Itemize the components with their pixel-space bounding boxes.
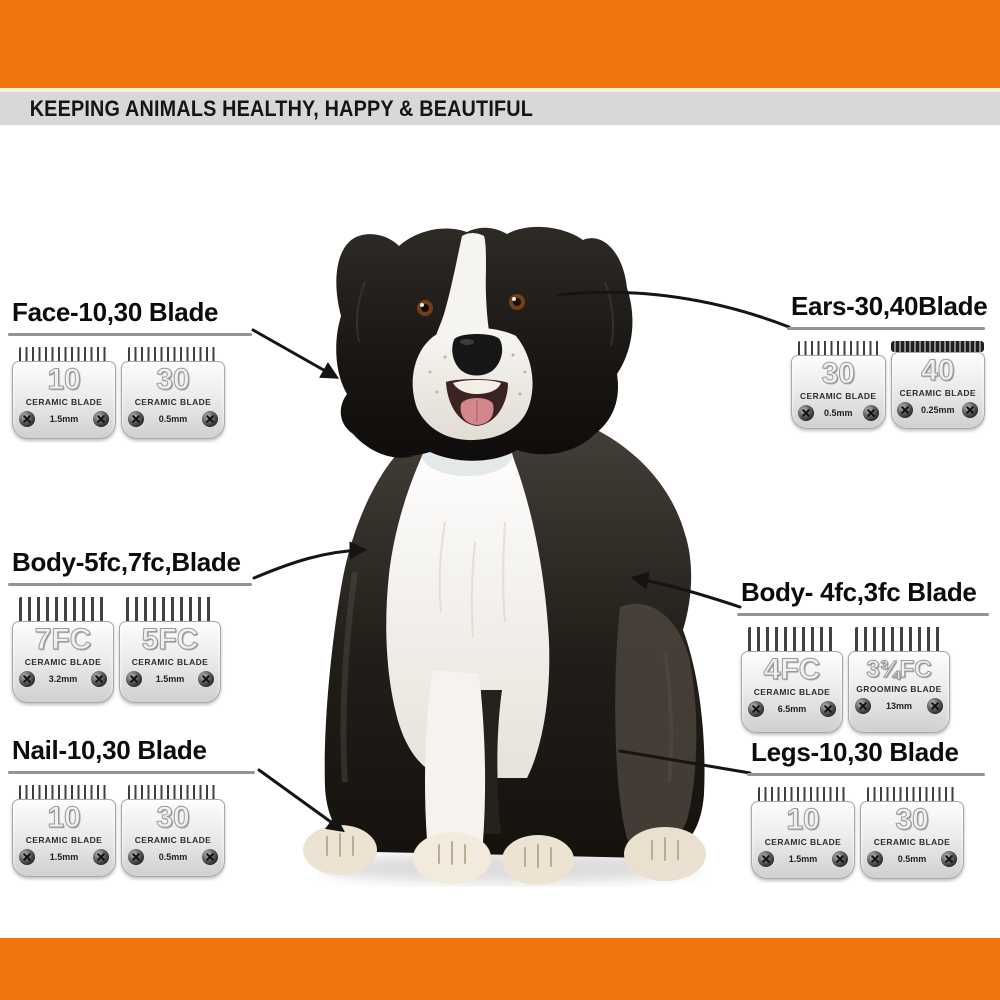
blade-legs-30 [860,787,964,879]
blade-ears-30 [791,341,886,429]
dog-mouth [446,379,508,426]
label-underline [747,773,985,776]
group-label: Body- 4fc,3fc Blade [741,577,977,607]
screw-icon [962,402,978,418]
top-orange-border [0,0,1000,88]
label-underline [8,583,252,586]
arrow-body-left [254,550,364,578]
blade-cut-length: 1.5mm [155,673,185,684]
blade-teeth [748,627,836,651]
blade-type-label: CERAMIC BLADE [873,836,951,847]
blade-size: 3¾FC [866,655,932,683]
blade-face-10 [12,347,116,439]
bottom-orange-border [0,938,1000,1000]
blade-size: 30 [156,362,190,396]
arrow-body-right [634,578,740,607]
blade-teeth [19,597,107,621]
screw-icon [863,405,879,421]
screw-icon [867,851,883,867]
screw-icon [941,851,957,867]
blade-teeth [19,347,108,361]
group-ears [787,291,988,429]
dog-tongue [461,398,494,425]
screw-icon [198,671,214,687]
blade-type-label: CERAMIC BLADE [25,396,103,407]
blade-nail-30 [121,785,225,877]
screw-icon [128,411,144,427]
blade-size: 7FC [34,622,92,656]
blade-teeth [19,785,108,799]
blade-nail-10 [12,785,116,877]
blade-legs-10 [751,787,855,879]
screw-icon [758,851,774,867]
screw-icon [93,849,109,865]
screw-icon [897,402,913,418]
screw-icon [798,405,814,421]
blade-teeth [128,347,217,361]
blade-body-5fc [119,597,221,703]
dog-shadow [320,853,700,883]
blade-cut-length: 1.5mm [49,413,79,424]
blade-type-label: CERAMIC BLADE [764,836,842,847]
dog-paw [413,832,491,884]
blade-teeth [758,787,847,801]
blade-type-label: CERAMIC BLADE [24,656,102,667]
screw-icon [832,851,848,867]
blade-face-30 [121,347,225,439]
blade-cut-length: 1.5mm [788,853,818,864]
screw-icon [91,671,107,687]
blade-cut-length: 0.5mm [823,407,853,418]
dog-paw [303,825,377,875]
dog-blaze [434,233,491,349]
screw-icon [19,849,35,865]
label-underline [787,327,985,330]
screw-icon [19,671,35,687]
dog-teeth [453,380,501,394]
dog-head [336,227,632,461]
blade-size: 10 [786,802,820,836]
screw-icon [855,698,871,714]
blade-teeth [867,787,956,801]
dog-nose [452,334,502,376]
blade-type-label: CERAMIC BLADE [899,387,976,398]
label-underline [8,333,252,336]
dog-body [325,411,705,858]
brand-banner [0,92,1000,125]
blade-teeth [798,341,879,355]
blade-size: 30 [156,800,190,834]
blade-size: 5FC [141,622,199,656]
blade-type-label: CERAMIC BLADE [25,834,103,845]
screw-icon [927,698,943,714]
screw-icon [128,849,144,865]
blade-cut-length: 13mm [885,700,912,711]
group-label: Face-10,30 Blade [12,297,219,327]
screw-icon [202,849,218,865]
arrow-ears [558,292,789,327]
group-body-left [8,548,252,703]
arrow-face [253,330,336,377]
dog-leg-gap [476,690,502,834]
dog-paw [624,827,706,881]
blade-type-label: CERAMIC BLADE [134,396,212,407]
blade-body-7fc [12,597,114,703]
blade-type-label: GROOMING BLADE [856,683,942,694]
blade-size: 30 [895,802,929,836]
blade-teeth [126,597,214,621]
blade-body-4fc [741,627,843,733]
group-label: Nail-10,30 Blade [12,735,207,765]
blade-type-label: CERAMIC BLADE [799,390,877,401]
dog-hind-leg [615,604,696,848]
blade-cut-length: 0.5mm [158,851,188,862]
screw-icon [202,411,218,427]
group-nail [8,736,255,877]
group-label: Ears-30,40Blade [791,291,988,321]
label-underline [8,771,255,774]
screw-icon [748,701,764,717]
blade-teeth [891,341,984,352]
screw-icon [126,671,142,687]
group-body-right [737,578,989,733]
banner-title: KEEPING ANIMALS HEALTHY, HAPPY & BEAUTIFUL [29,95,534,121]
arrow-legs [620,751,750,773]
screw-icon [19,411,35,427]
dog-eyes [417,294,525,316]
blade-type-label: CERAMIC BLADE [131,656,209,667]
blade-size: 10 [47,800,81,834]
group-face [8,298,252,439]
group-legs [747,738,985,879]
blade-cut-length: 1.5mm [49,851,79,862]
blade-size: 30 [821,356,855,390]
label-underline [737,613,989,616]
arrow-nail [259,770,342,830]
blade-cut-length: 0.25mm [920,404,955,415]
blade-cut-length: 0.5mm [158,413,188,424]
blade-cut-length: 0.5mm [897,853,927,864]
blade-body-3-3-4fc [848,627,950,733]
dog-photo [295,222,725,887]
dog-paw [502,835,574,885]
blade-size: 4FC [763,652,821,686]
dog-muzzle [413,328,533,440]
group-label: Legs-10,30 Blade [751,737,959,767]
group-label: Body-5fc,7fc,Blade [12,547,241,577]
dog-front-leg [425,670,485,842]
screw-icon [93,411,109,427]
blade-ears-40 [891,341,986,429]
blade-size: 40 [921,353,955,387]
dog-chest [386,430,549,778]
blade-type-label: CERAMIC BLADE [753,686,831,697]
blade-cut-length: 6.5mm [777,703,807,714]
blade-cut-length: 3.2mm [48,673,78,684]
blade-type-label: CERAMIC BLADE [134,834,212,845]
blade-teeth [128,785,217,799]
blade-teeth [855,627,943,651]
screw-icon [820,701,836,717]
blade-size: 10 [47,362,81,396]
